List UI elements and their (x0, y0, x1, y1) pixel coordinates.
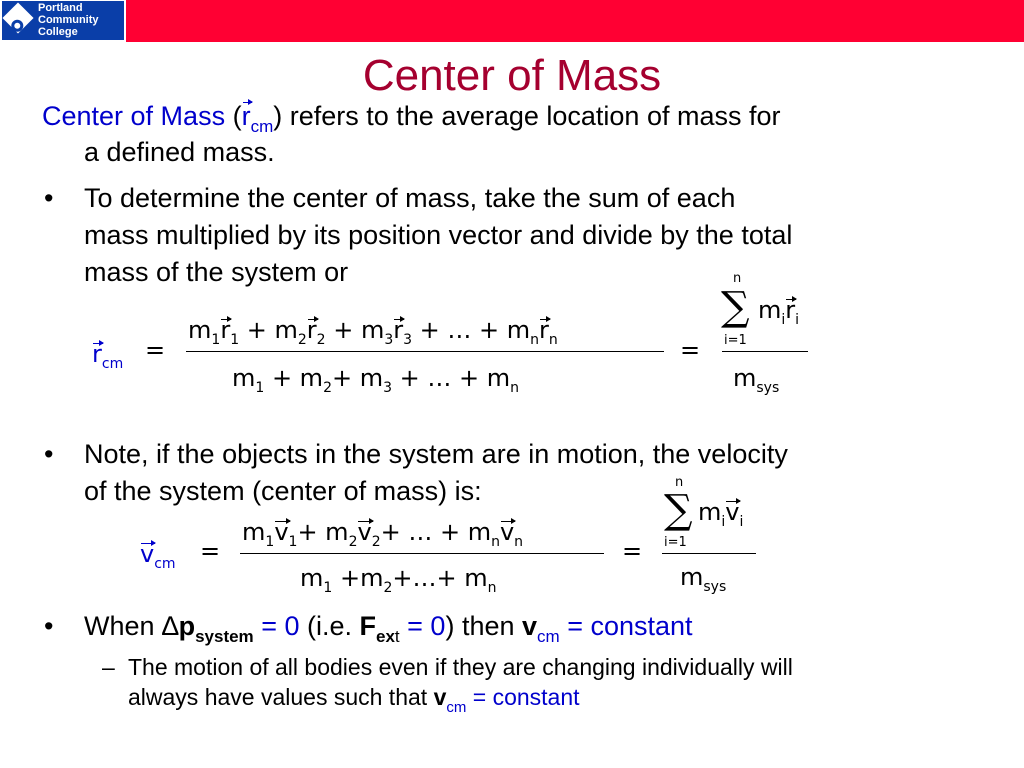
eq-sub: 1 (323, 580, 333, 596)
eq-sub: 1 (255, 380, 265, 396)
eq1-lhs-symbol: r (92, 340, 102, 368)
logo-line: Portland (38, 2, 83, 14)
momentum-equals-zero: = 0 (253, 611, 300, 641)
eq-part: m (188, 316, 212, 344)
momentum-sub: system (195, 627, 254, 646)
velocity-symbol: v (433, 684, 447, 710)
logo-ring-icon (11, 20, 23, 32)
subbullet-line2 (128, 682, 580, 716)
intro-line2: a defined mass. (84, 137, 275, 167)
logo-line: Community (38, 14, 99, 26)
sigma-icon: ∑ (721, 284, 750, 330)
eq-sub: 3 (403, 332, 413, 348)
bullet1-line1: To determine the center of mass, take the sum of each (84, 183, 736, 213)
eq-part: v (357, 518, 372, 546)
eq-part: v (499, 518, 515, 546)
eq-part: m (758, 296, 782, 324)
eq-part: m (300, 564, 324, 592)
force-sub-bold: ex (376, 627, 395, 646)
eq-part: r (785, 296, 796, 324)
eq2-numerator (242, 518, 523, 550)
eq-part: r (393, 316, 404, 344)
eq2-sum-denominator (680, 563, 726, 595)
bullet3-then: ) then (445, 611, 522, 641)
bullet-marker: • (44, 439, 54, 469)
eq-sub: n (487, 580, 497, 596)
eq2-lhs (140, 540, 176, 572)
eq-sub: 3 (383, 380, 393, 396)
intro-term: Center of Mass (42, 101, 226, 131)
bullet2-line2: of the system (center of mass) is: (84, 476, 482, 506)
eq2-fraction-bar (240, 553, 604, 554)
eq-part: + m (264, 364, 324, 392)
eq-part: m (733, 364, 757, 392)
eq1-equals: = (145, 336, 166, 364)
intro-symbol-sub: cm (250, 117, 274, 136)
velocity-symbol: v (522, 611, 538, 641)
logo-diamond-icon (2, 2, 33, 33)
delta-symbol: ∆ (162, 611, 179, 641)
eq-part: r (220, 316, 231, 344)
eq-part: v (274, 518, 289, 546)
eq-part: + m (325, 316, 385, 344)
constant-text: = constant (559, 611, 693, 641)
eq-sub: 1 (230, 332, 240, 348)
logo-text (38, 2, 124, 38)
eq2-denominator (300, 564, 496, 596)
eq-sub: sys (703, 579, 727, 595)
top-banner (0, 0, 1024, 42)
velocity-sub: cm (446, 699, 467, 716)
college-logo (0, 0, 126, 42)
logo-background (2, 1, 124, 40)
eq-part: + (332, 564, 361, 592)
eq-part: + … + m (412, 316, 531, 344)
constant-text: = constant (466, 684, 580, 710)
eq1-sum-term (758, 296, 799, 328)
eq2-lhs-sub: cm (154, 556, 176, 572)
eq-sub: 3 (384, 332, 394, 348)
eq-sub: 2 (383, 580, 393, 596)
eq-sub: n (548, 332, 558, 348)
eq-sub: i (721, 514, 726, 530)
bullet3-line (84, 609, 693, 647)
eq-part: m (232, 364, 256, 392)
eq2-equals2: = (622, 537, 643, 565)
sigma-icon: ∑ (664, 487, 693, 533)
bullet3-ie: (i.e. (299, 611, 360, 641)
intro-open-paren: ( (225, 101, 242, 131)
force-symbol: F (359, 611, 376, 641)
bullet1-line3: mass of the system or (84, 257, 349, 287)
eq-part: m (360, 564, 384, 592)
eq2-sum-term (698, 498, 743, 530)
eq1-sum-lower: i=1 (724, 333, 747, 348)
subbullet-text: always have values such that (128, 684, 434, 710)
bullet2-line1: Note, if the objects in the system are in motion, the velocity (84, 439, 788, 469)
eq-part: v (725, 498, 740, 526)
eq-sub: i (739, 514, 744, 530)
eq1-sum-upper: n (733, 271, 742, 286)
eq2-lhs-symbol: v (140, 540, 155, 568)
eq-sub: n (514, 534, 524, 550)
eq-part: r (306, 316, 317, 344)
eq-sub: n (510, 380, 520, 396)
eq-part: r (539, 316, 549, 344)
eq1-equals2: = (680, 336, 701, 364)
bullet1-line2: mass multiplied by its position vector and divide by the total (84, 220, 793, 250)
eq1-fraction-bar (186, 351, 664, 352)
logo-line: College (38, 26, 78, 38)
eq1-numerator (188, 316, 558, 348)
eq-sub: 2 (297, 332, 307, 348)
eq1-sum-denominator (733, 364, 779, 396)
eq-sub: 2 (371, 534, 381, 550)
intro-line1 (42, 99, 781, 137)
eq2-fraction-bar2 (662, 553, 756, 554)
eq-part: +…+ m (392, 564, 488, 592)
eq1-lhs-sub: cm (101, 356, 124, 372)
eq2-sum-lower: i=1 (664, 535, 687, 550)
eq-part: + … + m (380, 518, 492, 546)
eq-part: m (698, 498, 722, 526)
eq-sub: i (781, 312, 786, 328)
eq-part: + m (297, 518, 349, 546)
eq2-equals: = (200, 537, 221, 565)
eq-part: m (242, 518, 266, 546)
eq-sub: 1 (265, 534, 275, 550)
eq2-sum-upper: n (675, 475, 684, 490)
eq1-fraction-bar2 (722, 351, 808, 352)
eq-part: m (680, 563, 704, 591)
eq-sub: n (491, 534, 500, 550)
bullet-marker: • (44, 183, 54, 213)
momentum-symbol: p (178, 611, 196, 641)
eq-sub: sys (756, 380, 780, 396)
eq1-lhs (92, 340, 123, 372)
eq-sub: 2 (348, 534, 358, 550)
subbullet-line1: The motion of all bodies even if they are changing individually will (128, 654, 793, 680)
eq-sub: n (530, 332, 540, 348)
velocity-sub: cm (537, 627, 560, 646)
slide-title: Center of Mass (362, 51, 662, 100)
eq-sub: 1 (211, 332, 221, 348)
force-sub-rest: t (394, 627, 400, 646)
eq-part: + … + m (392, 364, 511, 392)
force-equals-zero: = 0 (399, 611, 446, 641)
eq-part: + m (239, 316, 298, 344)
eq-part: + m (331, 364, 384, 392)
eq-sub: i (795, 312, 800, 328)
eq-sub: 2 (316, 332, 326, 348)
intro-rest: ) refers to the average location of mass for (273, 101, 781, 131)
eq1-denominator (232, 364, 519, 396)
dash-marker: – (102, 654, 115, 680)
bullet3-when: When (84, 611, 163, 641)
eq-sub: 1 (288, 534, 298, 550)
intro-symbol: r (242, 99, 251, 134)
eq-sub: 2 (323, 380, 332, 396)
bullet-marker: • (44, 611, 54, 641)
